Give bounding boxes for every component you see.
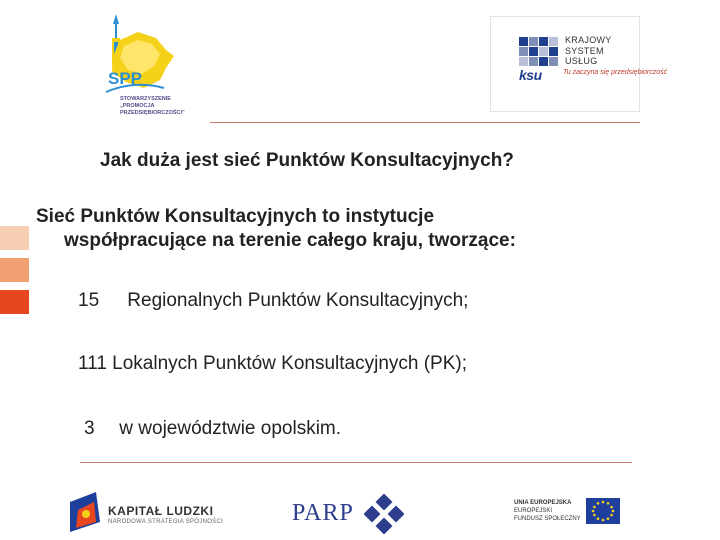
ksu-line: SYSTEM [565, 45, 604, 56]
kapital-ludzki-emblem-icon [70, 492, 100, 532]
spp-caption [120, 96, 200, 117]
kapital-ludzki-logo [70, 492, 240, 536]
accent-square-strong [0, 290, 29, 314]
spp-letters: SPP [108, 69, 143, 88]
item-text: Regionalnych Punktów Konsultacyjnych; [127, 290, 469, 311]
parp-cross-icon [364, 494, 404, 534]
eu-text [514, 499, 581, 523]
item-text: Lokalnych Punktów Konsultacyjnych (PK); [112, 353, 468, 374]
ksu-line: KRAJOWY [565, 35, 612, 45]
page-title: Jak duża jest sieć Punktów Konsultacyjnych? [100, 150, 514, 171]
ksu-tagline: Tu zaczyna się przedsiębiorczość [563, 69, 668, 76]
intro-line: Sieć Punktów Konsultacyjnych to instytucje [36, 206, 435, 227]
intro-line: współpracujące na terenie całego kraju, tworzące: [64, 230, 516, 251]
eu-flag-icon [586, 498, 620, 524]
list-item [78, 353, 467, 375]
ksu-line: USŁUG [565, 56, 598, 66]
eu-logo [514, 496, 644, 530]
item-text: w województwie opolskim. [119, 418, 342, 439]
parp-logo [292, 494, 412, 536]
item-number: 111 [78, 353, 107, 374]
eu-stars-icon [586, 498, 620, 524]
parp-wordmark: PARP [292, 500, 354, 526]
header-divider [210, 122, 640, 123]
list-item [84, 418, 341, 440]
ksu-name [565, 35, 612, 67]
ksu-grid-icon [519, 37, 559, 67]
intro-paragraph [36, 205, 676, 253]
accent-square-mid [0, 258, 29, 282]
spp-caption-line: „PROMOCJA PRZEDSIĘBIORCZOŚCI” [120, 103, 185, 116]
ksu-logo [490, 16, 668, 112]
eu-line: UNIA EUROPEJSKA [514, 500, 572, 506]
accent-square-light [0, 226, 29, 250]
kapital-ludzki-title: KAPITAŁ LUDZKI [108, 504, 214, 518]
eu-line: FUNDUSZ SPOŁECZNY [514, 516, 581, 522]
kapital-ludzki-subtitle: NARODOWA STRATEGIA SPÓJNOŚCI [108, 519, 224, 525]
item-number: 15 [78, 290, 100, 311]
item-number: 3 [84, 418, 95, 439]
footer-divider [80, 462, 632, 463]
list-item [78, 290, 468, 312]
ksu-wordmark: ksu [519, 67, 542, 83]
eu-line: EUROPEJSKI [514, 508, 553, 514]
spp-caption-line: STOWARZYSZENIE [120, 96, 171, 102]
